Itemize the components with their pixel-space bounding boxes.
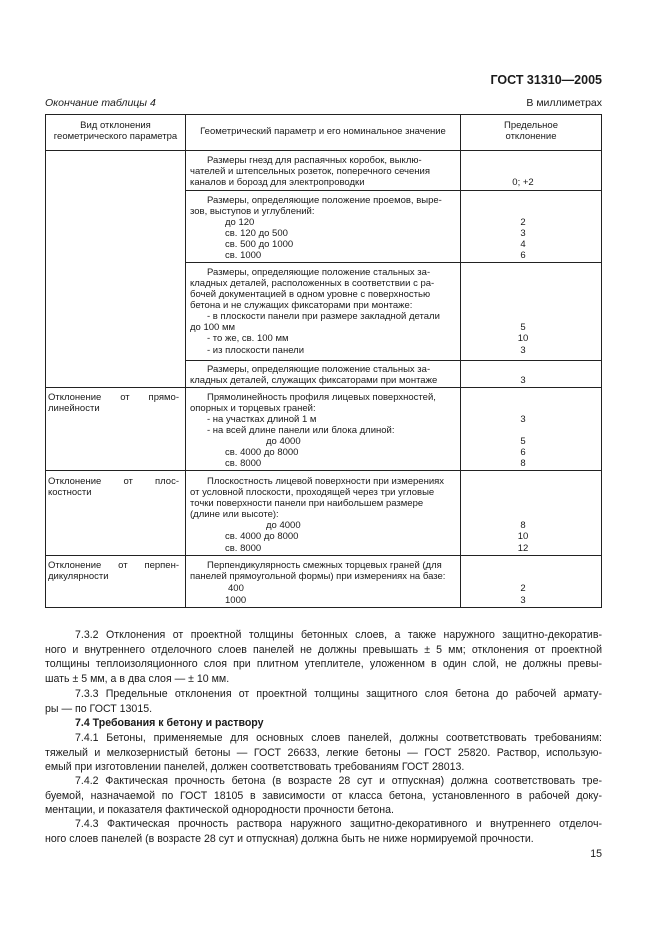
col-header-limit: Предельное отклонение [503,120,558,143]
paragraph-7-3-2: 7.3.2 Отклонения от проектной толщины бетонных слоев, а также наружного защитно-декоратив- ного и внутреннего отделочного слоев панелей не должны превышать ± 5 мм; отклонения от проектной толщины теплоизоляционного слоя при плитном утеплителе, уложенном в один слой, не должны превы- шать ± 5 мм, а в два слоя — ± 10 мм. [45,629,602,685]
col-header-deviation-type: Вид отклонения геометрического параметра [53,120,178,143]
deviation-type-straightness: Отклонение от прямо- линейности [48,392,179,415]
section-heading-7-4: 7.4 Требования к бетону и раствору [75,717,264,729]
deviation-type-flatness: Отклонение от плос- костности [48,476,179,499]
table-caption: Окончание таблицы 4 [45,97,156,109]
paragraph-7-3-3: 7.3.3 Предельные отклонения от проектной толщины защитного слоя бетона до рабочей армату- ры — по ГОСТ 13015. [45,688,602,715]
deviation-type-perpendicularity: Отклонение от перпен- дикулярности [48,560,179,583]
page-number: 15 [590,848,602,860]
units-caption: В миллиметрах [526,97,602,109]
paragraph-7-4-2: 7.4.2 Фактическая прочность бетона (в возрасте 28 сут и отпускная) должна соответствовать тре- буемой, назначаемой по ГОСТ 18105 в зависимости от класса бетона, установленного в рабочей доку- ментации, и показателя фактической однородности прочности бетона. [45,775,602,816]
paragraph-7-4-1: 7.4.1 Бетоны, применяемые для основных слоев панелей, должны соответствовать требованиям: тяжелый и мелкозернистый бетоны — ГОСТ 26633, легкие бетоны — ГОСТ 25820. Раствор, использую- емый при изготовлении панелей, должен соответствовать требованиям ГОСТ 28013. [45,732,602,773]
standard-header: ГОСТ 31310—2005 [490,73,602,87]
col-header-parameter: Геометрический параметр и его номинальное значение [200,126,446,137]
paragraph-7-4-3: 7.4.3 Фактическая прочность раствора наружного защитно-декоративного и внутреннего отделоч- ного слоев панелей (в возрасте 28 сут и отпускная) должна быть не ниже нормируемой прочности. [45,818,602,845]
